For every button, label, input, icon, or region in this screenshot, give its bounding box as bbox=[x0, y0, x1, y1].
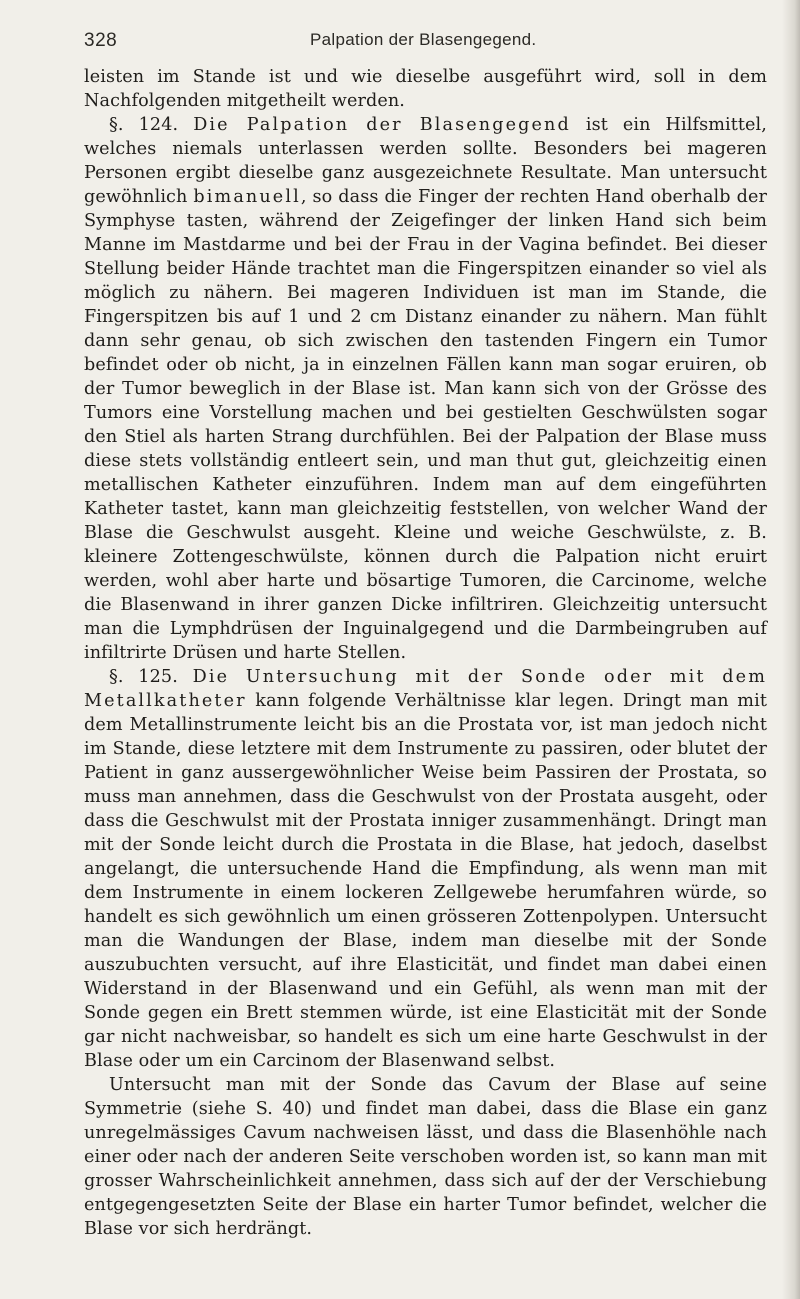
section-title: Die Untersuchung mit der Sonde oder mit dem Metallkatheter bbox=[84, 667, 767, 711]
body-text bbox=[84, 65, 767, 1241]
section-title: Die Palpation der Blasengegend bbox=[193, 115, 571, 135]
emphasis-text: bimanuell bbox=[193, 187, 301, 207]
page-edge-shadow bbox=[782, 0, 800, 1299]
paragraph-text: ist ein Hilfsmittel, welches niemals unterlassen werden sollte. Besonders bei mageren Personen ergibt dieselbe ganz ausgezeichnete Resultate. Man untersucht gewöhnlich bbox=[84, 115, 767, 207]
page-number: 328 bbox=[84, 30, 118, 51]
paragraph-section-124 bbox=[84, 113, 767, 665]
paragraph-text: , so dass die Finger der rechten Hand oberhalb der Symphyse tasten, während der Zeigefinger der linken Hand sich beim Manne im Mastdarme und bei der Frau in der Vagina befindet. Bei dieser Stellung beider Hände trachtet man die Fingerspitzen einander so viel als möglich zu nähern. Bei mageren Individuen ist man im Stande, die Fingerspitzen bis auf 1 und 2 cm Distanz einander zu nähern. Man fühlt dann sehr genau, ob sich zwischen den tastenden Fingern ein Tumor befindet oder ob nicht, ja in einzelnen Fällen kann man sogar eruiren, ob der Tumor beweglich in der Blase ist. Man kann sich von der Grösse des Tumors eine Vorstellung machen und bei gestielten Geschwülsten sogar den Stiel als harten Strang durchfühlen. Bei der Palpation der Blase muss diese stets vollständig entleert sein, und man thut gut, gleichzeitig einen metallischen Katheter einzuführen. Indem man auf dem eingeführten Katheter tastet, kann man gleichzeitig feststellen, von welcher Wand der Blase die Geschwulst ausgeht. Kleine und weiche Geschwülste, z. B. kleinere Zottengeschwülste, können durch die Palpation nicht eruirt werden, wohl aber harte und bösartige Tumoren, die Carcinome, welche die Blasenwand in ihrer ganzen Dicke infiltriren. Gleichzeitig untersucht man die Lymphdrüsen der Inguinalgegend und die Darmbeingruben auf infiltrirte Drüsen und harte Stellen. bbox=[84, 187, 767, 663]
paragraph-cavum: Untersucht man mit der Sonde das Cavum der Blase auf seine Symmetrie (siehe S. 40) und findet man dabei, dass die Blase ein ganz unregelmässiges Cavum nachweisen lässt, und dass die Blasenhöhle nach einer oder nach der anderen Seite verschoben worden ist, so kann man mit grosser Wahrscheinlichkeit annehmen, dass sich auf der der Verschiebung entgegengesetzten Seite der Blase ein harter Tumor befindet, welcher die Blase vor sich herdrängt. bbox=[84, 1075, 767, 1239]
section-number: §. 125. bbox=[109, 667, 178, 687]
page-header bbox=[84, 30, 764, 60]
paragraph-section-125 bbox=[84, 665, 767, 1073]
section-number: §. 124. bbox=[109, 115, 179, 135]
paragraph-continuation: leisten im Stande ist und wie dieselbe ausgeführt wird, soll in dem Nachfolgenden mitgetheilt werden. bbox=[84, 67, 767, 111]
running-head: Palpation der Blasengegend. bbox=[310, 30, 537, 49]
paragraph-text: kann folgende Verhältnisse klar legen. Dringt man mit dem Metallinstrumente leicht bis an die Prostata vor, ist man jedoch nicht im Stande, diese letztere mit dem Instrumente zu passiren, oder blutet der Patient in ganz aussergewöhnlicher Weise beim Passiren der Prostata, so muss man annehmen, dass die Geschwulst von der Prostata ausgeht, oder dass die Geschwulst mit der Prostata inniger zusammenhängt. Dringt man mit der Sonde leicht durch die Prostata in die Blase, hat jedoch, daselbst angelangt, die untersuchende Hand die Empfindung, als wenn man mit dem Instrumente in einem lockeren Zellgewebe herumfahren würde, so handelt es sich gewöhnlich um einen grösseren Zottenpolypen. Untersucht man die Wandungen der Blase, indem man dieselbe mit der Sonde auszubuchten versucht, auf ihre Elasticität, und findet man dabei einen Widerstand in der Blasenwand und ein Gefühl, als wenn man mit der Sonde gegen ein Brett stemmen würde, ist eine Elasticität mit der Sonde gar nicht nachweisbar, so handelt es sich um eine harte Geschwulst in der Blase oder um ein Carcinom der Blasenwand selbst. bbox=[84, 691, 767, 1071]
